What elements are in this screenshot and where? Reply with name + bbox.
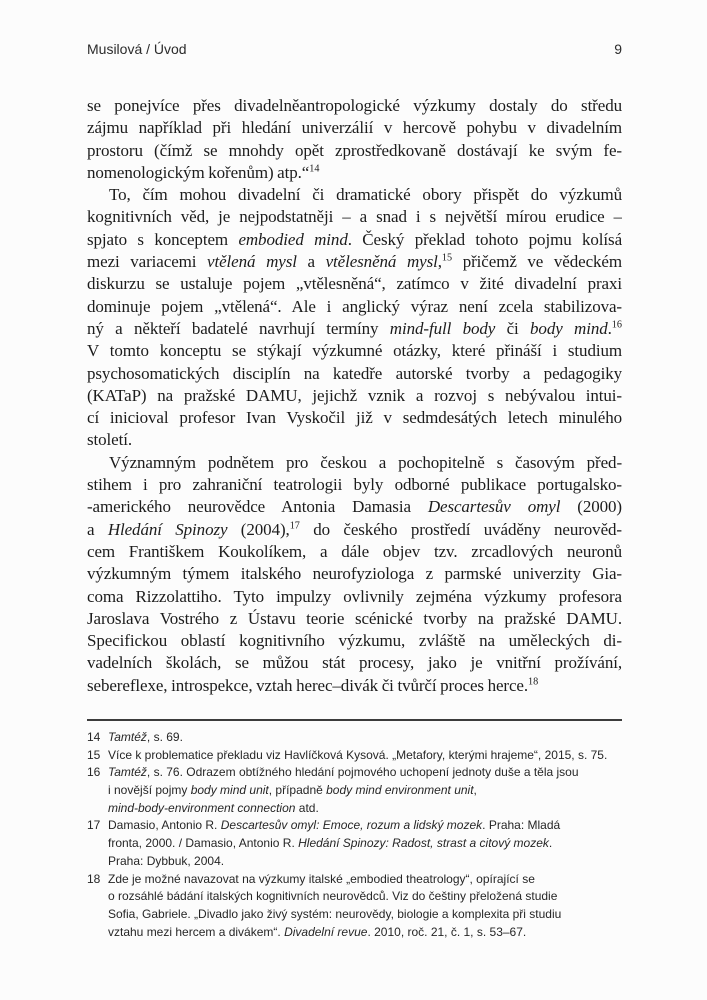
text-segment: století.	[87, 430, 133, 450]
text-segment: Sofia, Gabriele. „Divadlo jako živý systém: neurovědy, biologie a komplexita při studiu	[108, 906, 562, 921]
text-line	[87, 563, 622, 585]
text-line	[87, 385, 622, 407]
text-segment: coma Rizzolattiho. Tyto impulzy ovlivnily zejména výzkumy profesora	[87, 586, 622, 606]
text-segment: . 2010, roč. 21, č. 1, s. 53–67.	[367, 924, 527, 939]
text-segment: ,	[473, 783, 477, 798]
text-line	[87, 474, 622, 496]
text-segment: (2004),	[227, 519, 290, 539]
italic-text: Hledání Spinozy	[107, 519, 228, 539]
footnote-item	[87, 871, 622, 942]
text-segment: mezi variacemi	[87, 252, 208, 272]
text-segment: dominuje pojem „vtělená“. Ale i anglický výraz není zcela stabilizova-	[87, 296, 622, 316]
text-segment: stihem i pro zahraniční teatrologii byly odborné publikace portugalsko-	[87, 475, 622, 495]
italic-text: Hledání Spinozy: Radost, strast a citový mozek	[298, 836, 549, 851]
text-segment: a	[87, 519, 108, 539]
footnote-item	[87, 817, 622, 870]
text-segment: psychosomatických disciplín na katedře autorské tvorby a pedagogiky	[87, 363, 622, 383]
italic-text: Descartesův omyl: Emoce, rozum a lidský mozek	[220, 818, 483, 833]
footnote-text	[108, 817, 622, 870]
italic-text: mind-body-environment connection	[108, 800, 296, 815]
text-segment: zájmu například při hledání univerzálií v hercově pohybu v divadelním	[87, 118, 622, 138]
footnote-number: 17	[87, 818, 101, 833]
footnotes	[87, 729, 622, 941]
text-line	[87, 95, 622, 117]
running-head: Musilová / Úvod	[87, 41, 187, 57]
text-segment: vadelních školách, se můžou stát procesy, jako je vnitřní prožívání,	[87, 653, 622, 673]
text-line	[108, 729, 622, 747]
italic-text: mind-full body	[389, 318, 496, 338]
text-segment: ,	[437, 252, 442, 272]
text-line	[87, 318, 622, 340]
footnote-ref: 16	[611, 319, 622, 331]
text-line	[108, 817, 622, 835]
text-line	[87, 675, 622, 697]
italic-text: Tamtéž	[108, 765, 147, 780]
text-segment: sebereflexe, introspekce, vztah herec–divák či tvůrčí proces herce.	[87, 675, 529, 695]
footnote-number: 18	[87, 871, 101, 886]
footnote-ref: 15	[441, 252, 453, 264]
text-segment: diskurzu se ustaluje pojem „vtělesněná“, zatímco v žité divadelní praxi	[87, 274, 622, 294]
text-line	[87, 229, 622, 251]
text-line	[87, 652, 622, 674]
text-segment: cí inicioval profesor Ivan Vyskočil již v sedmdesátých letech minulého	[87, 408, 622, 428]
page-number: 9	[614, 41, 622, 57]
text-segment: Zde je možné navazovat na výzkumy italské „embodied theatrology“, opírající se	[108, 871, 535, 886]
body-text	[87, 95, 622, 697]
text-segment: V tomto konceptu se stýkají výzkumné otázky, které přináší i studium	[87, 341, 622, 361]
text-segment: , s. 76. Odrazem obtížného hledání pojmového uchopení jednoty duše a těla jsou	[146, 765, 579, 780]
text-segment: (KATaP) na pražské DAMU, jejichž vznik a rozvoj s nebývalou intui-	[87, 385, 622, 405]
text-line	[87, 162, 622, 184]
text-segment: nomenologickým kořenům) atp.“	[87, 162, 310, 182]
text-segment: Více k problematice překladu viz Havlíčková Kysová. „Metafory, kterými hrajeme“, 2015, s. 75.	[108, 747, 608, 762]
text-segment: . Praha: Mladá	[482, 818, 561, 833]
footnote-separator	[87, 719, 622, 721]
italic-text: Divadelní revue	[284, 924, 368, 939]
text-line	[87, 340, 622, 362]
text-segment: .	[548, 836, 553, 851]
text-line	[108, 924, 622, 942]
text-segment: spjato s konceptem	[87, 229, 239, 249]
text-segment: fronta, 2000. / Damasio, Antonio R.	[108, 836, 299, 851]
footnote-ref: 17	[289, 519, 300, 531]
text-segment: . Český překlad tohoto pojmu kolísá	[347, 229, 622, 249]
body-paragraph	[87, 452, 622, 697]
footnote-number: 14	[87, 730, 101, 744]
text-segment: Praha: Dybbuk, 2004.	[108, 853, 225, 868]
text-line	[87, 586, 622, 608]
italic-text: Descartesův omyl	[427, 497, 561, 517]
text-line	[87, 429, 622, 451]
text-line	[108, 747, 622, 765]
text-segment: atd.	[295, 800, 319, 815]
text-line	[87, 630, 622, 652]
text-segment: (2000)	[560, 497, 622, 517]
text-line	[87, 519, 622, 541]
text-line	[87, 541, 622, 563]
text-line	[108, 782, 622, 800]
text-line	[108, 871, 622, 889]
text-segment: se ponejvíce přes divadelněantropologické výzkumy dostaly do středu	[87, 96, 622, 115]
text-line	[87, 184, 622, 206]
italic-text: body mind unit	[190, 783, 269, 798]
italic-text: vtělesněná mysl	[325, 252, 438, 272]
italic-text: Tamtéž	[108, 730, 147, 744]
text-segment: Damasio, Antonio R.	[108, 818, 221, 833]
text-line	[108, 906, 622, 924]
text-segment: -amerického neurovědce Antonia Damasia	[87, 497, 428, 517]
text-line	[87, 363, 622, 385]
text-line	[87, 608, 622, 630]
text-segment: cem Františkem Koukolíkem, a dále objev tzv. zrcadlových neuronů	[87, 541, 622, 561]
body-paragraph	[87, 184, 622, 452]
italic-text: body mind	[530, 318, 608, 338]
text-segment: do českého prostředí uváděny neurověd-	[299, 519, 622, 539]
body-paragraph	[87, 95, 622, 184]
text-segment: To, čím mohou divadelní či dramatické obory přispět do výzkumů	[109, 185, 622, 205]
text-line	[108, 888, 622, 906]
text-segment: Specifickou oblastí kognitivního výzkumu, zvláště na uměleckých di-	[87, 631, 622, 651]
text-segment: a	[296, 252, 326, 272]
text-segment: , případně	[268, 783, 327, 798]
text-line	[87, 251, 622, 273]
text-segment: kognitivních věd, je nejpodstatněji – a snad i s největší mírou erudice –	[87, 207, 622, 227]
italic-text: body mind environment unit	[326, 783, 474, 798]
footnote-text	[108, 747, 622, 765]
text-line	[87, 407, 622, 429]
text-line	[87, 496, 622, 518]
italic-text: embodied mind	[238, 229, 348, 249]
footnote-text	[108, 729, 622, 747]
text-line	[87, 140, 622, 162]
text-segment: výzkumným týmem italského neurofyziologa z parmské univerzity Gia-	[87, 564, 622, 584]
text-segment: , s. 69.	[146, 730, 183, 744]
text-segment: .	[607, 318, 612, 338]
text-line	[87, 206, 622, 228]
footnote-text	[108, 871, 622, 942]
text-line	[87, 296, 622, 318]
page-header	[87, 41, 622, 57]
text-line	[108, 764, 622, 782]
footnote-number: 15	[87, 747, 101, 762]
text-line	[108, 853, 622, 871]
text-segment: ný a někteří badatelé navrhují termíny	[87, 318, 390, 338]
text-segment: prostoru (čímž se mnohdy opět zprostředkovaně dostávají ke svým fe-	[87, 140, 622, 160]
footnote-text	[108, 764, 622, 817]
text-segment: i novější pojmy	[108, 783, 191, 798]
footnote-number: 16	[87, 765, 101, 780]
text-line	[108, 835, 622, 853]
text-line	[87, 452, 622, 474]
text-segment: vztahu mezi hercem a divákem“.	[108, 924, 285, 939]
footnote-ref: 14	[309, 163, 320, 175]
text-segment: či	[495, 318, 531, 338]
text-line	[87, 273, 622, 295]
footnote-item	[87, 729, 622, 747]
footnote-ref: 18	[528, 676, 539, 688]
text-segment: o rozsáhlé bádání italských kognitivních neurovědců. Viz do češtiny přeložená studie	[108, 889, 558, 904]
text-line	[87, 117, 622, 139]
text-segment: Významným podnětem pro českou a pochopitelně s časovým před-	[109, 452, 622, 472]
text-line	[108, 800, 622, 818]
footnote-item	[87, 764, 622, 817]
text-segment: Jaroslava Vostrého z Ústavu teorie scénické tvorby na pražské DAMU.	[87, 608, 622, 628]
footnote-item	[87, 747, 622, 765]
italic-text: vtělená mysl	[207, 252, 297, 272]
text-segment: přičemž ve vědeckém	[452, 252, 622, 272]
